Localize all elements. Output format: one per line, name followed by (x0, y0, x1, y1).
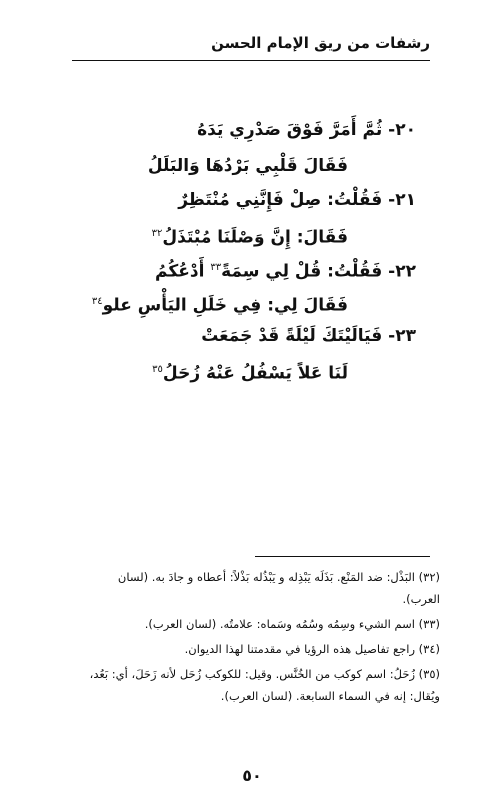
header-rule (72, 60, 430, 61)
footnote-34: (٣٤) راجع تفاصيل هذه الرؤيا في مقدمتنا لهذا الديوان. (184, 642, 440, 656)
footnote-33: (٣٣) اسم الشيء وسِمُه وسُمُه وسَماه: علامتُه. (لسان العرب). (144, 617, 440, 631)
footnote-ref-32: ٣٢ (151, 228, 163, 239)
verse-22-first-text: ٢٢- فَقُلْتُ: قُلْ لِي سِمَةً (221, 261, 416, 282)
verse-23-first-hemistich: ٢٣- فَيَالَيْتَكَ لَيْلَةً قَدْ جَمَعَتْ (201, 326, 416, 346)
verse-23-second-text: لَنَا عَلاً يَسْفُلُ عَنْهُ زُحَلُ (162, 363, 348, 384)
footnote-ref-33: ٣٣ (210, 262, 222, 273)
verse-22-second-text: فَقَالَ لِي: فِي خَلَلِ اليَأْسِ علو (102, 295, 348, 316)
verse-22-second-hemistich (92, 290, 348, 318)
page-number: ٥٠ (242, 766, 262, 785)
verse-21-first-hemistich: ٢١- فَقُلْتُ: صِلْ فَإِنَّنِي مُنْتَظِرٌ (178, 190, 416, 210)
verse-22-first-hemistich (155, 256, 416, 284)
verse-20-first-hemistich: ٢٠- ثُمَّ أَمَرَّ فَوْقَ صَدْرِي يَدَهُ (197, 120, 416, 140)
verse-23-second-hemistich (152, 358, 348, 386)
footnote-35: (٣٥) زُحَلُ: اسم كوكب من الخُنَّس. وقيل: للكوكب زُحَل لأنه زَحَلَ، أي: بَعُد، ويُقال: إنه في السماء السابعة. (لسان العرب). (89, 667, 440, 703)
running-header: رشفات من ريق الإمام الحسن (211, 34, 430, 52)
footnote-32: (٣٢) البَذْل: ضد المَنْع. بَذَلَه يَبْذِله و يَبْذُله بَذْلاً: أعطاه و جادَ به. (لسان العرب). (117, 570, 440, 606)
verse-20-second-hemistich: فَقَالَ قَلْبِي بَرْدُهَا وَالبَلَلُ (147, 156, 348, 176)
footnote-separator (255, 556, 430, 557)
verse-21-second-hemistich (152, 222, 348, 250)
verse-21-second-text: فَقَالَ: إِنَّ وَصْلَنَا مُبْتَذَلُ (162, 227, 348, 248)
footnote-ref-34: ٣٤ (91, 296, 103, 307)
footnote-ref-35: ٣٥ (152, 364, 163, 375)
footnotes (86, 566, 440, 710)
verse-22-first-end: أَدْعُكُمُ (155, 261, 205, 282)
